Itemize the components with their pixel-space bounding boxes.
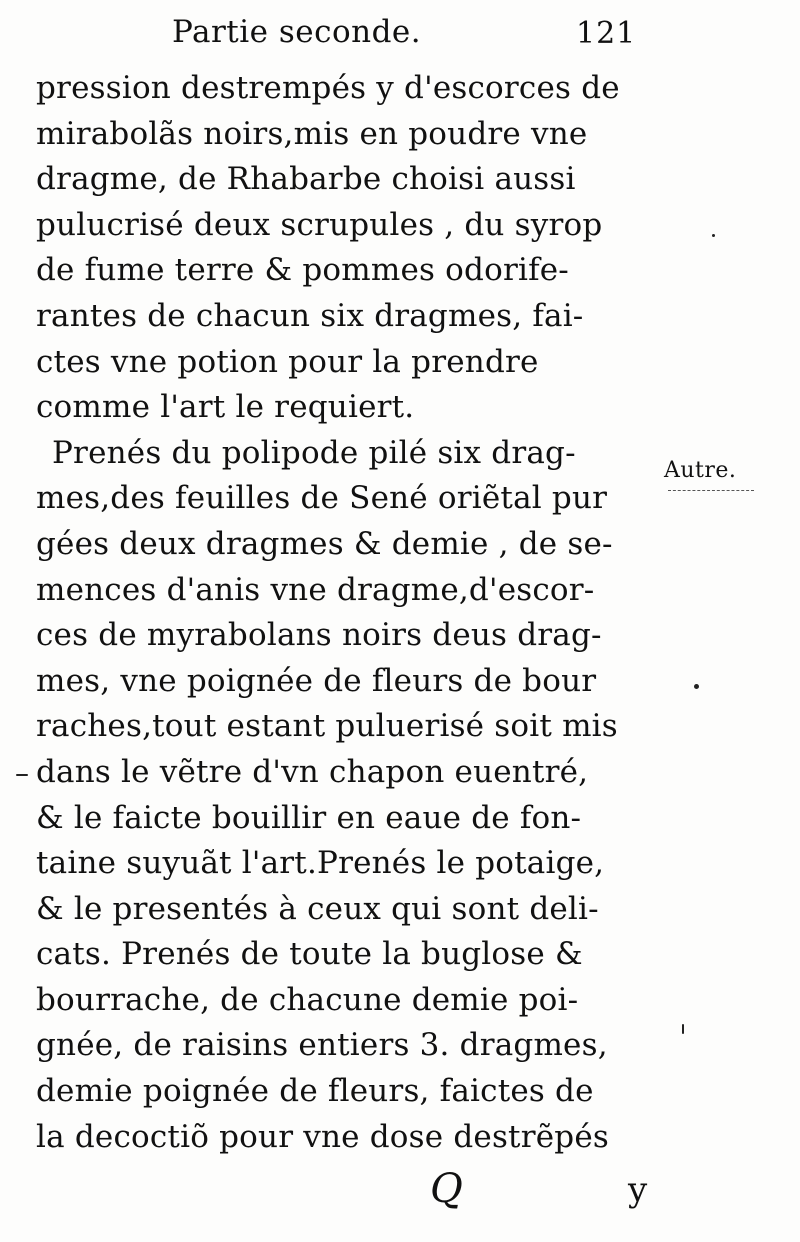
paragraph-start-line: Prenés du polipode pilé six drag-	[52, 434, 576, 471]
running-title: Partie seconde.	[172, 14, 422, 50]
catchword: y	[628, 1170, 648, 1210]
text-line: dragme, de Rhabarbe choisi aussi	[36, 161, 576, 198]
text-line: pulucrisé deux scrupules , du syrop	[36, 206, 603, 243]
text-line: raches,tout estant puluerisé soit mis	[36, 708, 618, 745]
ink-speck	[16, 774, 28, 776]
text-line: pression destrempés y d'escorces de	[36, 70, 620, 106]
text-line: rantes de chacun six dragmes, fai-	[36, 297, 584, 334]
text-line: comme l'art le requiert.	[36, 389, 415, 426]
text-line: demie poignée de fleurs, faictes de	[36, 1073, 594, 1110]
text-line: taine suyuãt l'art.Prenés le potaige,	[36, 845, 605, 882]
text-line: bourrache, de chacune demie poi-	[36, 981, 579, 1018]
text-line: mences d'anis vne dragme,d'escor-	[36, 571, 595, 608]
text-line: gnée, de raisins entiers 3. dragmes,	[36, 1027, 608, 1064]
page-footer	[0, 1166, 800, 1226]
text-line: la decoctiõ pour vne dose destrẽpés	[36, 1118, 609, 1155]
text-line: cats. Prenés de toute la buglose &	[36, 936, 583, 973]
ink-speck	[712, 234, 715, 237]
text-line: mirabolãs noirs,mis en poudre vne	[36, 115, 588, 152]
text-line: & le faicte bouillir en eaue de fon-	[36, 799, 582, 836]
page-number: 121	[576, 16, 637, 51]
text-line: mes, vne poignée de fleurs de bour	[36, 662, 597, 699]
ink-speck	[682, 1024, 684, 1034]
text-line: ces de myrabolans noirs deus drag-	[36, 617, 602, 654]
text-line: mes,des feuilles de Sené oriẽtal pur	[36, 480, 608, 517]
ink-speck	[694, 684, 699, 689]
text-line: de fume terre & pommes odorife-	[36, 252, 569, 289]
text-line: dans le vẽtre d'vn chapon euentré,	[36, 753, 589, 790]
text-line: ctes vne potion pour la prendre	[36, 343, 539, 380]
text-line: & le presentés à ceux qui sont deli-	[36, 890, 599, 927]
signature-mark: Q	[430, 1166, 463, 1212]
text-line: gées deux dragmes & demie , de se-	[36, 525, 613, 562]
marginal-note-rule	[668, 490, 754, 491]
marginal-note: Autre.	[664, 458, 737, 483]
body-text	[36, 66, 646, 1160]
